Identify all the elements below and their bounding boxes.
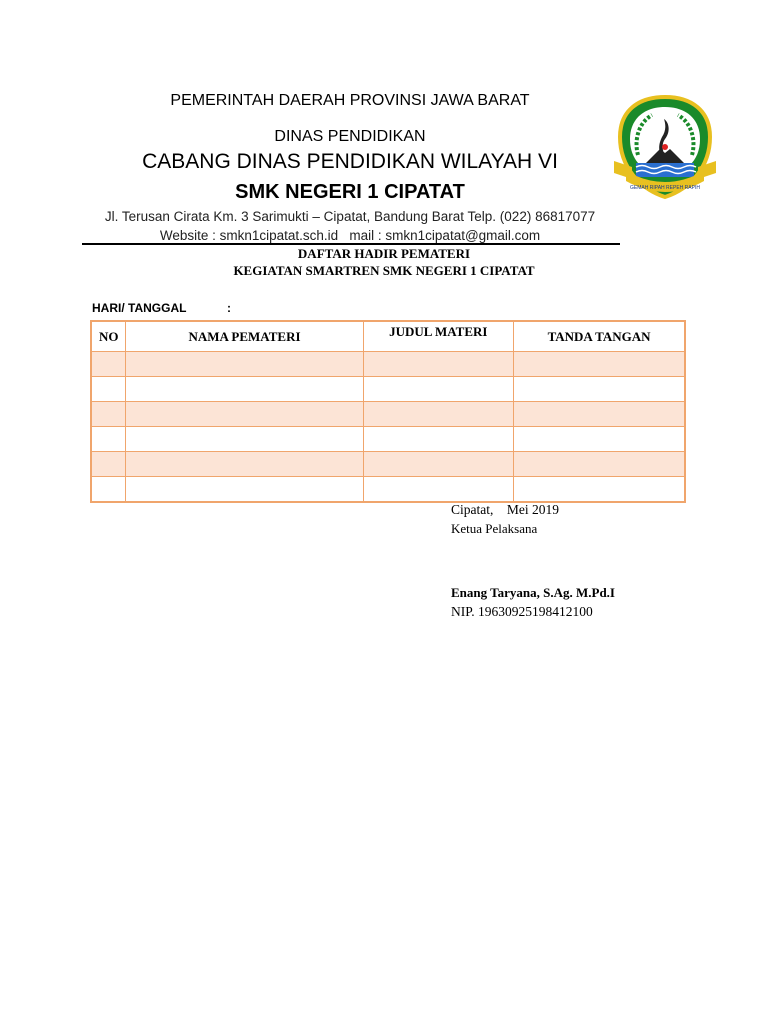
cell-tanda-tangan[interactable] [514, 477, 685, 503]
cell-no[interactable] [91, 477, 126, 503]
table-row [91, 452, 685, 477]
document-subtitle: KEGIATAN SMARTREN SMK NEGERI 1 CIPATAT [233, 263, 535, 278]
cell-nama[interactable] [126, 477, 363, 503]
table-header-row [91, 321, 685, 352]
table-row [91, 377, 685, 402]
letterhead-address: Jl. Terusan Cirata Km. 3 Sarimukti – Cipatat, Bandung Barat Telp. (022) 86817077 [104, 209, 596, 224]
cell-tanda-tangan[interactable] [514, 427, 685, 452]
cell-judul[interactable] [363, 377, 514, 402]
letterhead-divider [82, 243, 620, 245]
cell-no[interactable] [91, 377, 126, 402]
cell-judul[interactable] [363, 352, 514, 377]
cell-no[interactable] [91, 452, 126, 477]
signature-place-date: Cipatat, Mei 2019 [451, 502, 559, 517]
signature-name: Enang Taryana, S.Ag. M.Pd.I [451, 585, 615, 600]
cell-judul[interactable] [363, 427, 514, 452]
letterhead-department: DINAS PENDIDIKAN [274, 128, 426, 145]
cell-judul[interactable] [363, 477, 514, 503]
table-row [91, 427, 685, 452]
header-judul-materi: JUDUL MATERI [363, 321, 514, 352]
date-field-separator: : [227, 301, 231, 315]
logo-motto: GEMAH RIPAH REPEH RAPIH [630, 185, 700, 191]
document-title: DAFTAR HADIR PEMATERI [297, 246, 471, 261]
cell-nama[interactable] [126, 377, 363, 402]
cell-tanda-tangan[interactable] [514, 402, 685, 427]
cell-nama[interactable] [126, 452, 363, 477]
cell-tanda-tangan[interactable] [514, 352, 685, 377]
letterhead-government: PEMERINTAH DAERAH PROVINSI JAWA BARAT [170, 92, 530, 109]
cell-tanda-tangan[interactable] [514, 452, 685, 477]
cell-no[interactable] [91, 352, 126, 377]
letterhead-contact: Website : smkn1cipatat.sch.id mail : smkn1cipatat@gmail.com [159, 228, 541, 243]
table-row [91, 402, 685, 427]
signature-nip: NIP. 19630925198412100 [451, 604, 593, 619]
cell-nama[interactable] [126, 352, 363, 377]
header-nama-pemateri: NAMA PEMATERI [126, 321, 363, 352]
cell-judul[interactable] [363, 402, 514, 427]
attendance-table [90, 320, 686, 503]
cell-judul[interactable] [363, 452, 514, 477]
table-row [91, 352, 685, 377]
table-row [91, 477, 685, 503]
west-java-emblem-logo [612, 93, 718, 203]
signature-role: Ketua Pelaksana [451, 521, 538, 536]
header-tanda-tangan: TANDA TANGAN [514, 321, 685, 352]
header-no: NO [91, 321, 126, 352]
cell-nama[interactable] [126, 402, 363, 427]
cell-no[interactable] [91, 402, 126, 427]
cell-tanda-tangan[interactable] [514, 377, 685, 402]
letterhead-school: SMK NEGERI 1 CIPATAT [235, 181, 465, 203]
date-field-label: HARI/ TANGGAL [92, 301, 187, 315]
cell-nama[interactable] [126, 427, 363, 452]
letterhead-branch: CABANG DINAS PENDIDIKAN WILAYAH VI [142, 150, 558, 173]
cell-no[interactable] [91, 427, 126, 452]
